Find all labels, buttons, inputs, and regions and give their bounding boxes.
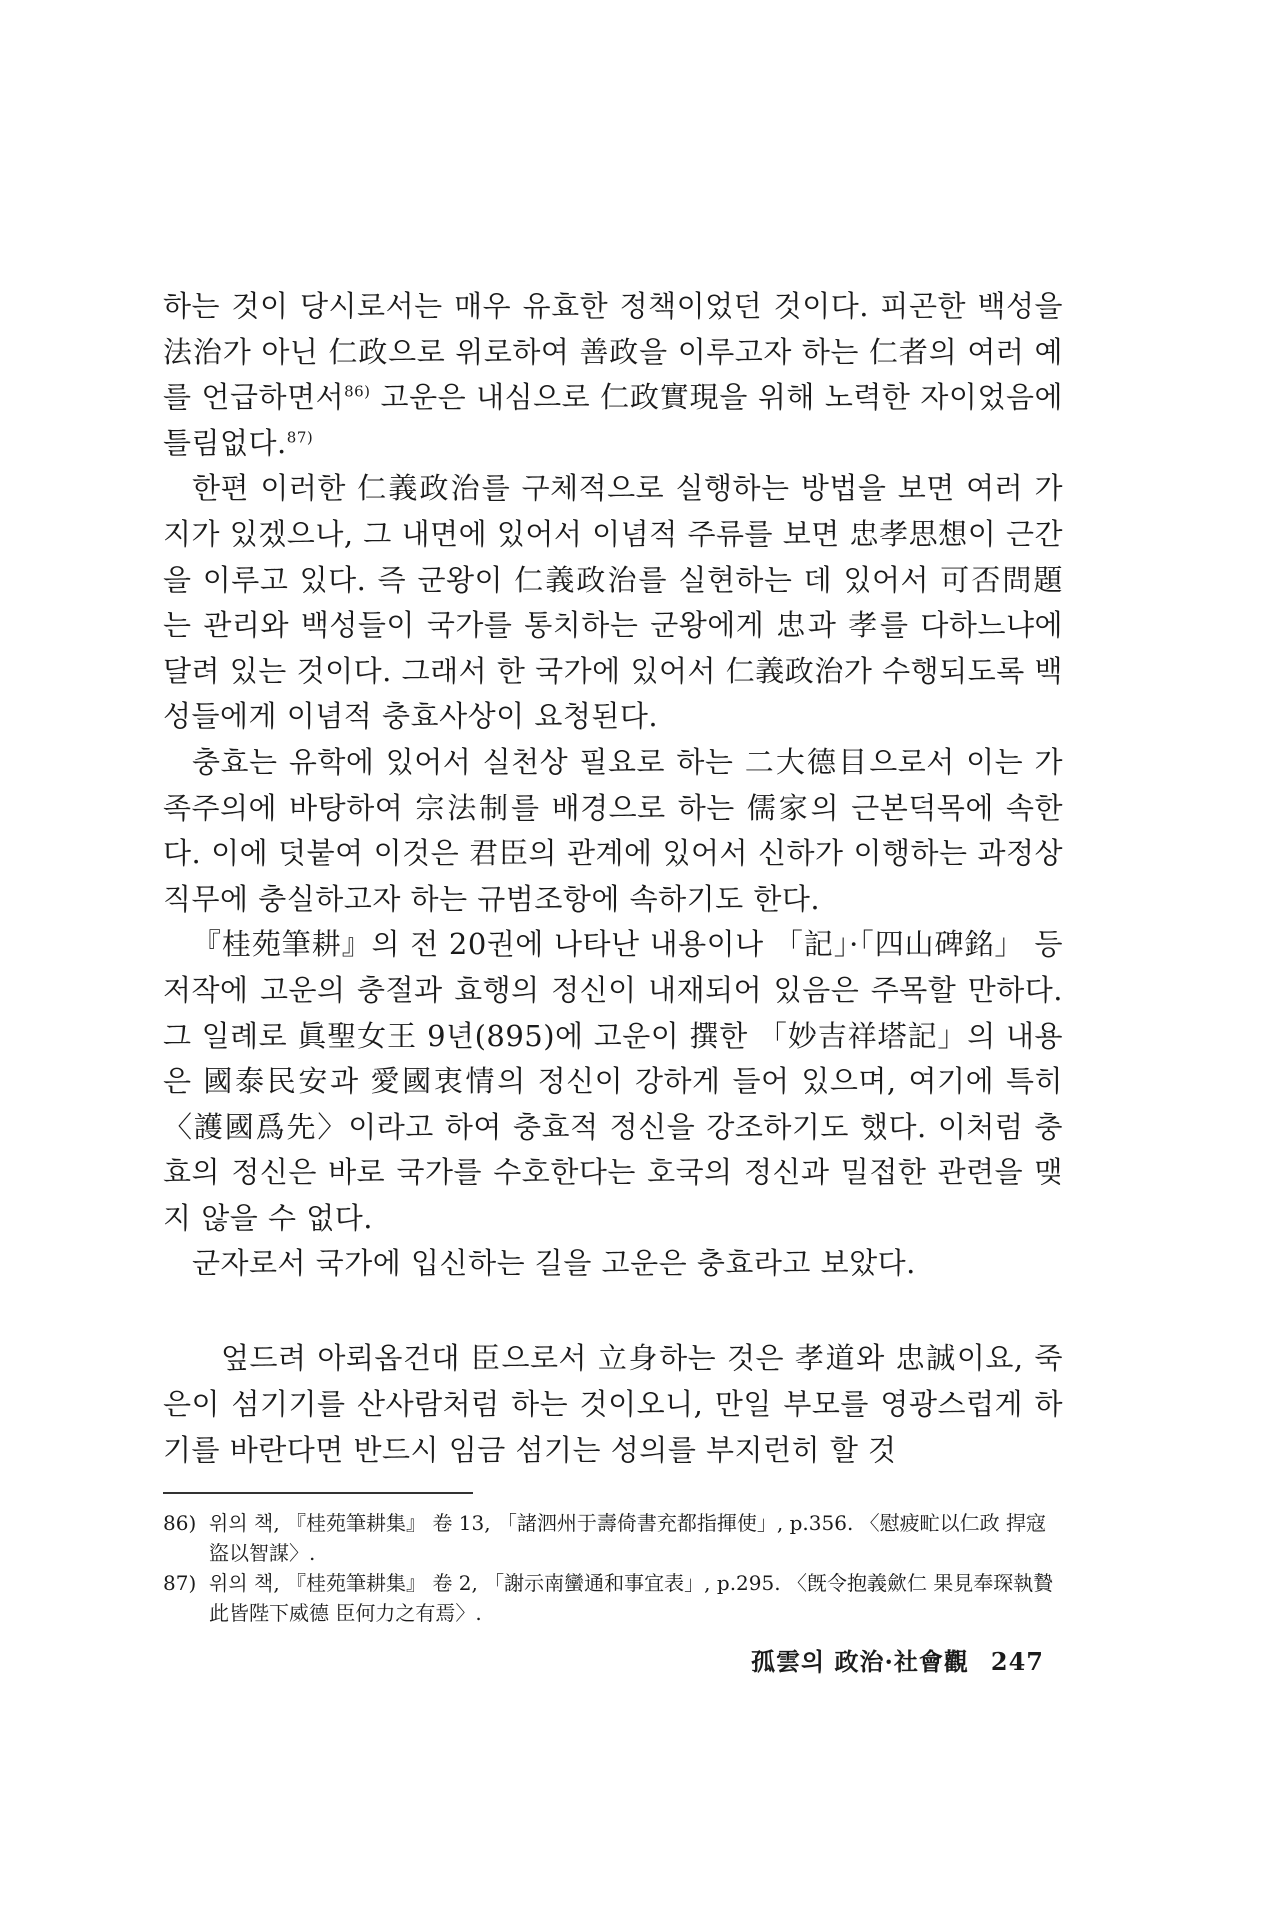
footnotes (163, 1508, 1063, 1628)
page-number: 247 (990, 1647, 1044, 1676)
paragraph-1-text-a: 하는 것이 당시로서는 매우 유효한 정책이었던 것이다. 피곤한 백성을 法治가 아닌 仁政으로 위로하여 善政을 이루고자 하는 仁者의 여러 예를 언급하면서 (163, 289, 1063, 415)
paragraph-5: 군자로서 국가에 입신하는 길을 고운은 충효라고 보았다. (192, 1246, 916, 1281)
footer-title: 孤雲의 政治·社會觀 (750, 1647, 969, 1676)
paragraph-4: 『桂苑筆耕』의 전 20권에 나타난 내용이나 「記」·「四山碑銘」 등 저작에 고운의 충절과 효행의 정신이 내재되어 있음은 주목할 만하다. 그 일례로 眞聖女王 9년(895)에 고운이 撰한 「妙吉祥塔記」의 내용은 國泰民安과 愛國衷情의 정신이 강하게 들어 있으며, 여기에 특히 〈護國爲先〉이라고 하여 충효적 정신을 강조하기도 했다. 이처럼 충효의 정신은 바로 국가를 수호한다는 호국의 정신과 밀접한 관련을 맺지 않을 수 없다. (163, 927, 1063, 1235)
running-footer (751, 1642, 1044, 1677)
paragraph-1-text-b: 고운은 내심으로 仁政實現을 위해 노력한 자이었음에 틀림없다. (163, 380, 1063, 460)
footnote-text: 위의 책, 『桂苑筆耕集』 卷 13, 「諸泗州于壽倚書充都指揮使」, p.356. 〈慰疲甿以仁政 捍寇盜以智謀〉. (209, 1511, 1047, 1565)
block-quote (163, 1335, 1063, 1473)
paragraph-3: 충효는 유학에 있어서 실천상 필요로 하는 二大德目으로서 이는 가족주의에 바탕하여 宗法制를 배경으로 하는 儒家의 근본덕목에 속한다. 이에 덧붙여 이것은 君臣의 관계에 있어서 신하가 이행하는 과정상 직무에 충실하고자 하는 규범조항에 속하기도 한다. (163, 744, 1063, 916)
footnote-number: 87) (163, 1571, 197, 1595)
footnote-86 (163, 1508, 1063, 1568)
quote-text: 엎드려 아뢰옵건대 臣으로서 立身하는 것은 孝道와 忠誠이요, 죽은이 섬기기를 산사람처럼 하는 것이오니, 만일 부모를 영광스럽게 하기를 바란다면 반드시 임금 섬기는 성의를 부지런히 할 것 (163, 1341, 1063, 1467)
footnote-ref-87: 87) (286, 428, 314, 447)
paragraph-2: 한편 이러한 仁義政治를 구체적으로 실행하는 방법을 보면 여러 가지가 있겠으나, 그 내면에 있어서 이념적 주류를 보면 忠孝思想이 근간을 이루고 있다. 즉 군왕이 仁義政治를 실현하는 데 있어서 可否問題는 관리와 백성들이 국가를 통치하는 군왕에게 忠과 孝를 다하느냐에 달려 있는 것이다. 그래서 한 국가에 있어서 仁義政治가 수행되도록 백성들에게 이념적 충효사상이 요청된다. (163, 471, 1063, 734)
footnote-87 (163, 1568, 1063, 1628)
footnote-number: 86) (163, 1511, 197, 1535)
footnote-ref-86: 86) (344, 382, 371, 401)
body-text (163, 284, 1063, 1287)
paragraph-1 (163, 284, 1063, 466)
footnote-divider (163, 1492, 473, 1494)
footnote-text: 위의 책, 『桂苑筆耕集』 卷 2, 「謝示南蠻通和事宜表」, p.295. 〈旣令抱義歛仁 果見奉琛執贄 此皆陛下威德 臣何力之有焉〉. (209, 1571, 1054, 1625)
